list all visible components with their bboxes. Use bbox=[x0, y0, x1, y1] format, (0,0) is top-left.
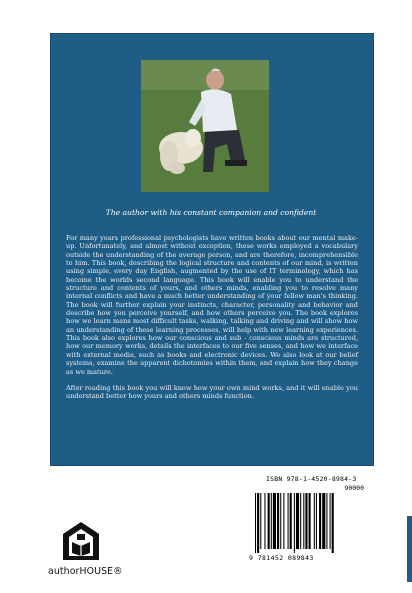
publisher-name: authorHOUSE® bbox=[48, 566, 123, 577]
barcode-bar bbox=[303, 493, 304, 549]
barcode-bar bbox=[322, 493, 325, 549]
barcode-bar bbox=[280, 493, 281, 549]
barcode-bar bbox=[264, 493, 265, 549]
barcode-bar bbox=[283, 493, 284, 549]
blurb-paragraph: After reading this book you will know how your own mind works, and it will enable you understand better how yours and others minds function. bbox=[66, 383, 358, 401]
barcode-bar bbox=[316, 493, 317, 549]
house-book-logo-icon bbox=[61, 520, 101, 564]
barcode-bar bbox=[288, 493, 289, 549]
barcode-bar bbox=[294, 493, 295, 553]
blurb-paragraph: For many years professional psychologists have written books about our mental make-up. Unfortunately, and almost without exception, these works employed a vocabulary outside the understanding of the average person, and are therefore, incomprehensible to him. This book, describing the logical structure and contents of our mind, is written using simple, every day English, augmented by the use of IT terminology, which has become the worlds second language. This book will enable you to understand the structure and contents of yours, and others minds, enabling you to resolve many internal conflicts and have a much better understanding of your fellow man's thinking. The book will further explain your instincts, character, personality and behavior and describe how you perceive yourself, and how others perceive you. The book explores how we learn mans most difficult tasks, walking, talking and driving and will show how an understanding of these learning processes, will help with new learning experiences. This book also explores how our conscious and sub - conscious minds are structured, how our memory works, details the interfaces to our five senses, and how we interface with external media, such as books and electronic devices. We also look at our belief systems, examine the apparent dichotomies within them, and explain how they change as we mature. bbox=[66, 234, 358, 376]
barcode-bar bbox=[305, 493, 307, 549]
barcode-bar bbox=[255, 493, 256, 553]
barcode-bar bbox=[332, 493, 334, 553]
barcode-bar bbox=[257, 493, 259, 553]
barcode-panel bbox=[246, 474, 368, 564]
barcode-bar bbox=[300, 493, 301, 549]
barcode-bar bbox=[309, 493, 311, 549]
author-photo bbox=[141, 60, 269, 192]
barcode-bar bbox=[296, 493, 299, 549]
barcode-bar bbox=[319, 493, 321, 549]
barcode-bar bbox=[290, 493, 292, 549]
barcode bbox=[249, 493, 365, 553]
publisher-logo bbox=[48, 520, 123, 578]
barcode-bar bbox=[273, 493, 276, 549]
isbn-label: ISBN 978-1-4520-8984-3 bbox=[266, 475, 357, 483]
price-code: 90000 bbox=[344, 484, 364, 492]
photo-caption: The author with his constant companion and confident bbox=[105, 208, 317, 217]
spine-edge bbox=[407, 516, 412, 582]
barcode-bar bbox=[271, 493, 272, 549]
barcode-bar bbox=[314, 493, 315, 549]
barcode-bar bbox=[277, 493, 279, 549]
barcode-digits: 9 781452 089843 bbox=[249, 554, 314, 562]
barcode-bar bbox=[260, 493, 261, 549]
barcode-bar bbox=[268, 493, 270, 549]
blurb-text bbox=[66, 234, 358, 409]
barcode-bar bbox=[326, 493, 327, 549]
barcode-bar bbox=[330, 493, 331, 549]
